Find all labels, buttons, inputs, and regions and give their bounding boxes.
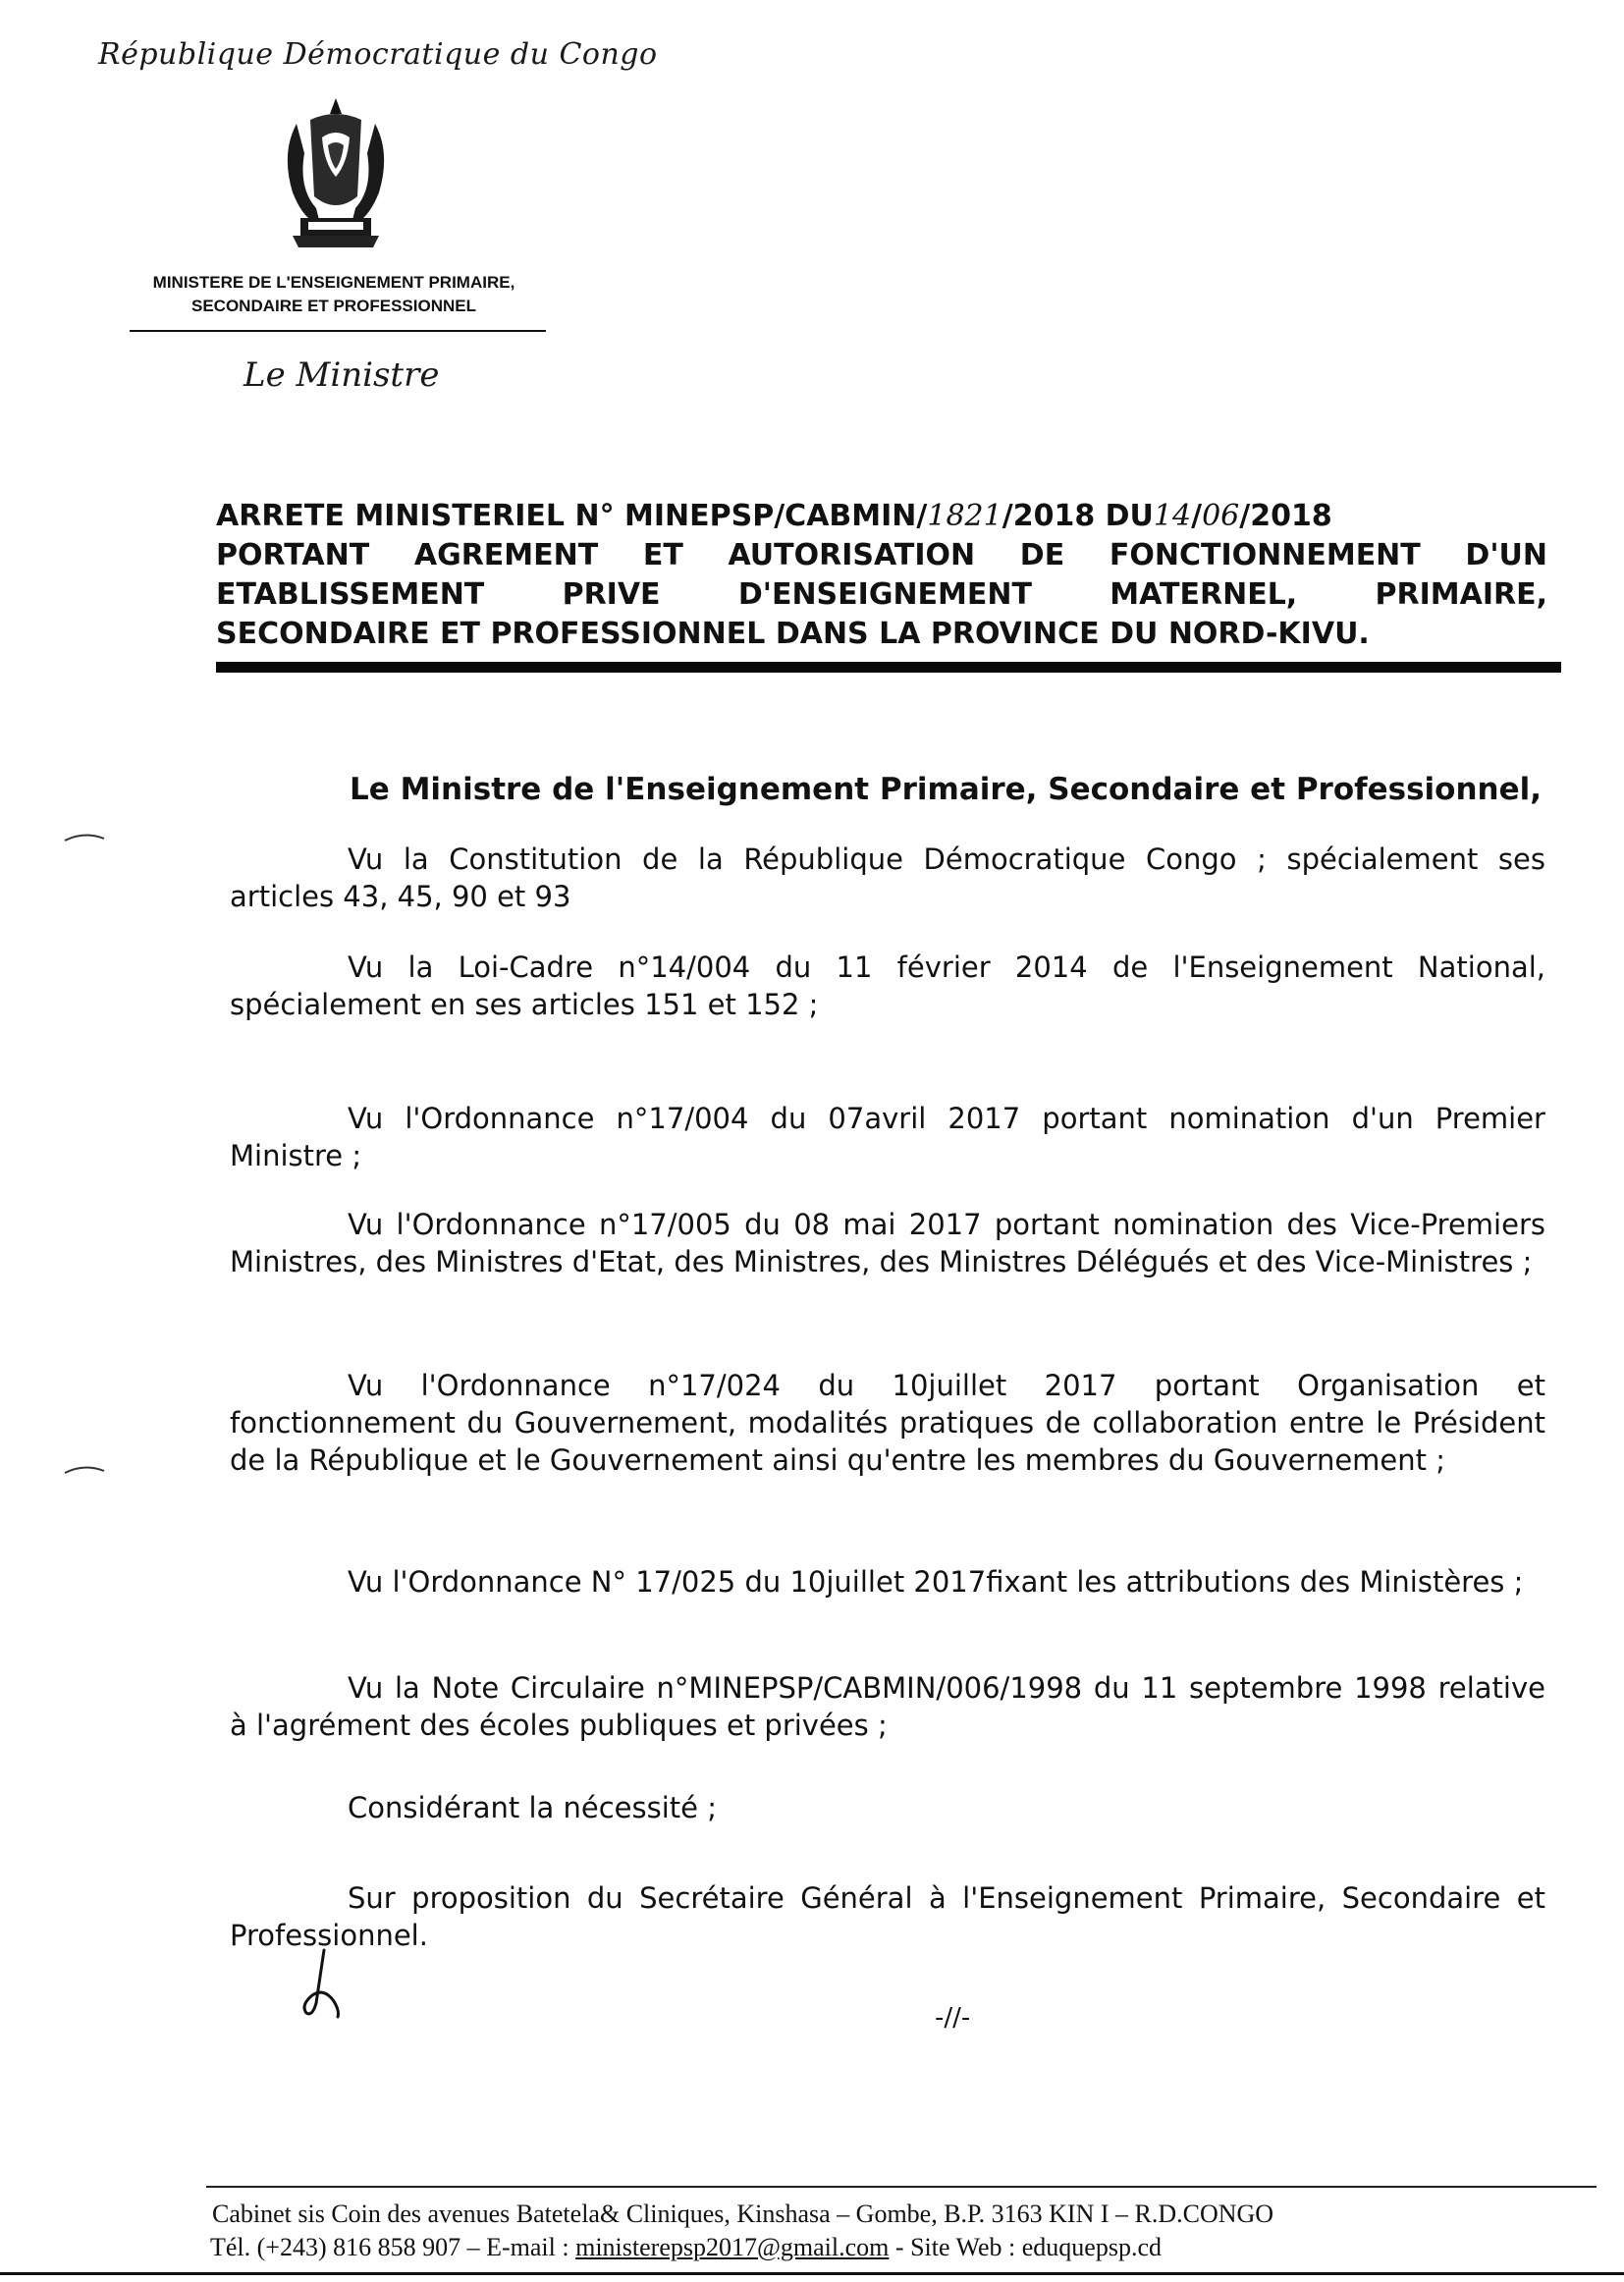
- title-line-2: PORTANT AGREMENT ET AUTORISATION DE FONCTIONNEMENT D'UN: [216, 538, 1547, 572]
- margin-mark-icon: [63, 1463, 106, 1477]
- title-mid: /2018 DU: [1001, 499, 1154, 533]
- paragraph-ordonnance-17-004: [230, 1100, 1545, 1174]
- paragraph-considerant: [230, 1789, 1545, 1826]
- ministry-line-2: SECONDAIRE ET PROFESSIONNEL: [191, 297, 476, 315]
- decree-title: [216, 497, 1547, 654]
- paragraph-text: Vu l'Ordonnance n°17/024 du 10juillet 2017 portant Organisation et fonctionnement du Gouvernement, modalités pratiques de collaboration entre le Président de la République et le Gouvernement ainsi qu'entre les membres du Gouvernement ;: [230, 1369, 1545, 1477]
- footer-divider: [206, 2186, 1597, 2188]
- title-underline-bar: [216, 662, 1561, 673]
- title-sep: /: [1191, 499, 1203, 533]
- coat-of-arms-icon: [271, 94, 401, 251]
- header-divider: [130, 330, 546, 332]
- footer-website-link[interactable]: eduquepsp.cd: [1021, 2233, 1163, 2261]
- title-line-4: SECONDAIRE ET PROFESSIONNEL DANS LA PROVINCE DU NORD-KIVU.: [216, 617, 1370, 651]
- paragraph-constitution: [230, 841, 1545, 915]
- minister-signature-line: Le Ministre: [244, 355, 440, 395]
- footer-tel: Tél. (+243) 816 858 907 – E-mail :: [210, 2233, 576, 2261]
- page-continuation-mark: -//-: [935, 2003, 971, 2033]
- title-line-1: [216, 497, 1547, 536]
- paragraph-ordonnance-17-005: [230, 1206, 1545, 1280]
- handwritten-day: 14: [1153, 499, 1192, 533]
- ministry-name: [118, 271, 550, 318]
- paragraph-text: Vu la Loi-Cadre n°14/004 du 11 février 2014 de l'Enseignement National, spécialement en ses articles 151 et 152 ;: [230, 951, 1545, 1021]
- footer-address: Cabinet sis Coin des avenues Batetela& Cliniques, Kinshasa – Gombe, B.P. 3163 KIN I – R.D.CONGO: [212, 2200, 1274, 2228]
- footer: [210, 2198, 1585, 2264]
- paragraph-text: Vu la Note Circulaire n°MINEPSP/CABMIN/006/1998 du 11 septembre 1998 relative à l'agrément des écoles publiques et privées ;: [230, 1671, 1545, 1742]
- title-prefix: ARRETE MINISTERIEL N° MINEPSP/CABMIN/: [216, 499, 928, 533]
- title-line-3: ETABLISSEMENT PRIVE D'ENSEIGNEMENT MATERNEL, PRIMAIRE,: [216, 577, 1547, 612]
- paragraph-text: Vu la Constitution de la République Démocratique Congo ; spécialement ses articles 43, 45, 90 et 93: [230, 842, 1545, 913]
- paragraph-text: Vu l'Ordonnance n°17/004 du 07avril 2017 portant nomination d'un Premier Ministre ;: [230, 1102, 1545, 1172]
- paragraph-text: Vu l'Ordonnance n°17/005 du 08 mai 2017 portant nomination des Vice-Premiers Ministres, des Ministres d'Etat, des Ministres, des Ministres Délégués et des Vice-Ministres ;: [230, 1208, 1545, 1278]
- handwritten-number: 1821: [927, 499, 1002, 533]
- footer-email-link[interactable]: ministerepsp2017@gmail.com: [575, 2233, 890, 2261]
- paragraph-loi-cadre: [230, 949, 1545, 1023]
- initials-signature-icon: [295, 1944, 353, 2023]
- paragraph-text: Considérant la nécessité ;: [348, 1791, 717, 1824]
- page-bottom-border: [0, 2272, 1624, 2275]
- footer-site-prefix: - Site Web :: [889, 2233, 1022, 2261]
- paragraph-proposition: [230, 1879, 1545, 1954]
- footer-contact: [210, 2231, 1585, 2264]
- paragraph-ordonnance-17-025: [230, 1563, 1545, 1601]
- handwritten-month: 06: [1202, 499, 1240, 533]
- country-header: République Démocratique du Congo: [98, 37, 658, 72]
- paragraph-note-circulaire: [230, 1669, 1545, 1744]
- paragraph-ordonnance-17-024: [230, 1367, 1545, 1479]
- paragraph-text: Vu l'Ordonnance N° 17/025 du 10juillet 2017fixant les attributions des Ministères ;: [348, 1565, 1524, 1599]
- preamble-heading: Le Ministre de l'Enseignement Primaire, Secondaire et Professionnel,: [350, 772, 1543, 807]
- title-suffix: /2018: [1239, 499, 1332, 533]
- ministry-line-1: MINISTERE DE L'ENSEIGNEMENT PRIMAIRE,: [152, 273, 515, 292]
- paragraph-text: Sur proposition du Secrétaire Général à l'Enseignement Primaire, Secondaire et Professionnel.: [230, 1881, 1545, 1952]
- margin-mark-icon: [63, 831, 106, 844]
